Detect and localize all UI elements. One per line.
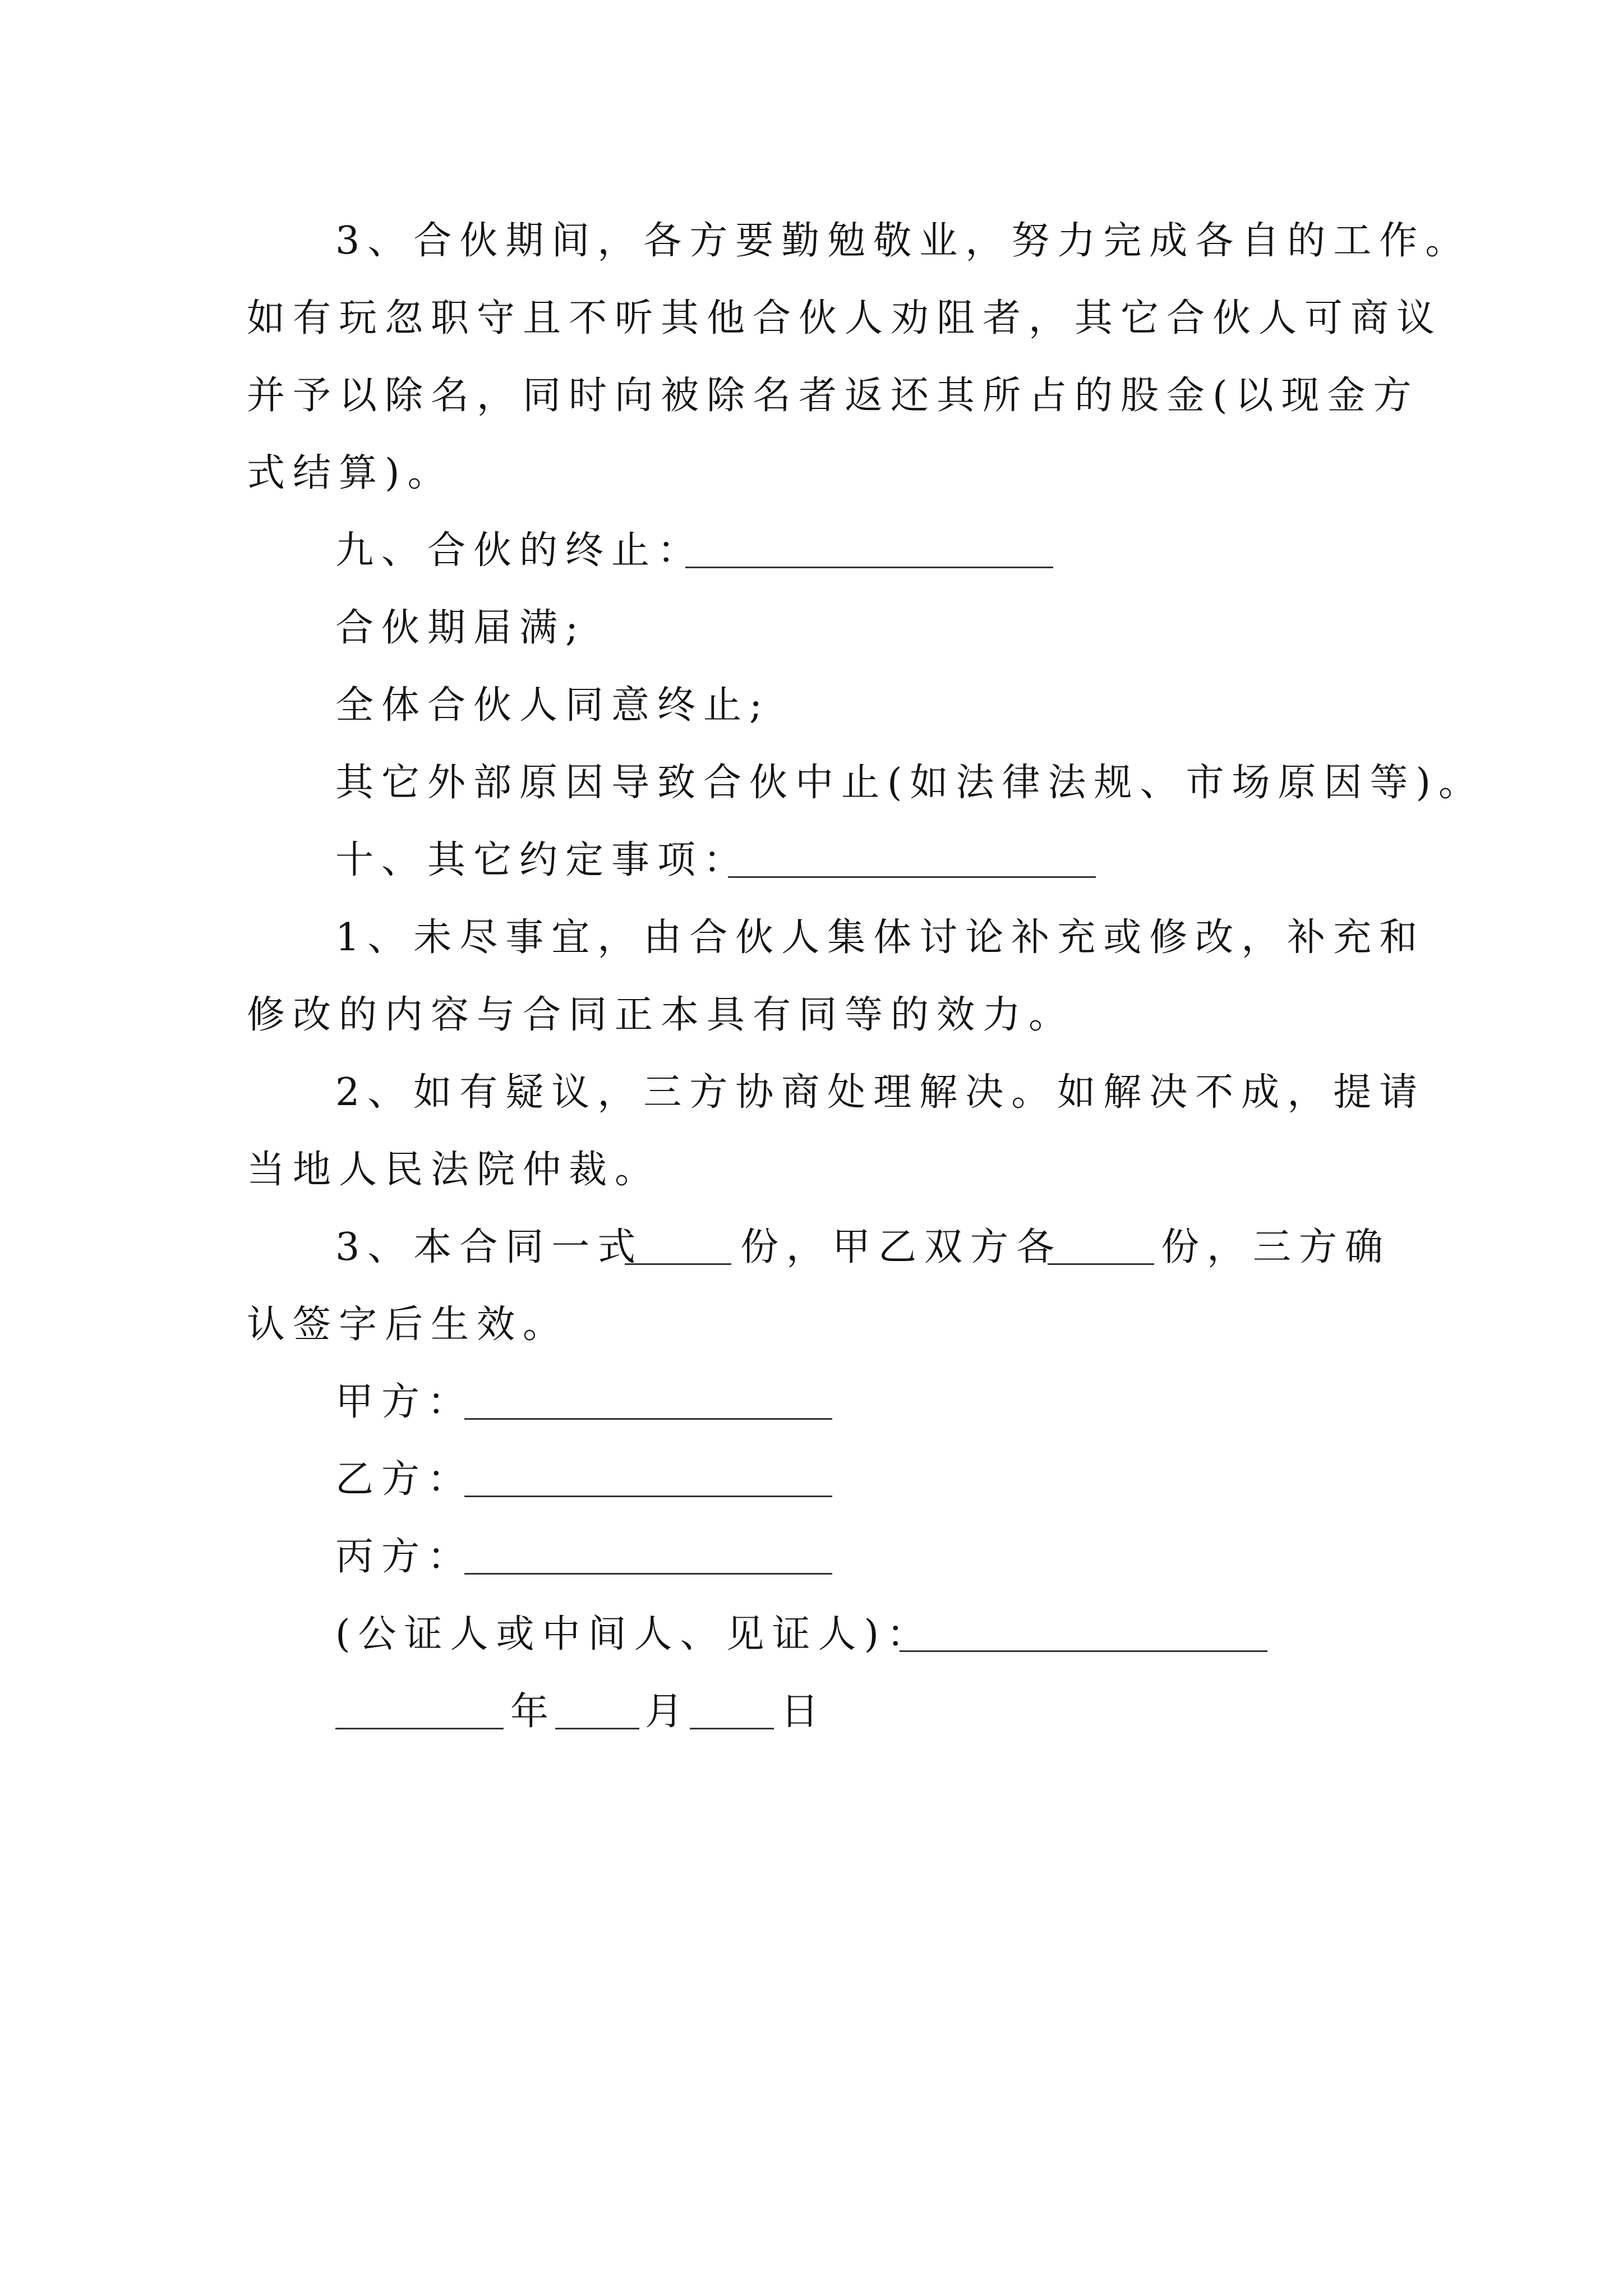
copies-total-blank[interactable] [625,1263,731,1265]
date-day-blank[interactable] [690,1728,774,1729]
copies-each-blank[interactable] [1048,1263,1154,1265]
list-item: 全体合伙人同意终止; [335,683,770,728]
paragraph-line: 修改的内容与合同正本具有同等的效力。 [247,993,1075,1037]
paragraph-line: 1、未尽事宜，由合伙人集体讨论补充或修改，补充和 [335,915,1426,960]
party-a-signature-blank[interactable] [464,1418,832,1420]
party-b-signature-blank[interactable] [464,1496,832,1497]
paragraph-line: 3、合伙期间，各方要勤勉敬业，努力完成各自的工作。 [335,219,1472,263]
date-year-blank[interactable] [335,1728,504,1729]
date-day-label: 日 [781,1690,827,1734]
paragraph-line: 式结算)。 [247,451,454,495]
paragraph-line: 当地人民法院仲裁。 [247,1148,661,1192]
paragraph-line: 认签字后生效。 [247,1303,569,1347]
paragraph-line: 2、如有疑议，三方协商处理解决。如解决不成，提请 [335,1070,1426,1115]
paragraph-line: 并予以除名，同时向被除名者返还其所占的股金(以现金方 [247,374,1419,418]
notary-label: (公证人或中间人、见证人)： [335,1612,933,1657]
list-item: 其它外部原因导致合伙中止(如法律法规、市场原因等)。 [335,761,1485,805]
paragraph-line: 份，甲乙双方各 [740,1225,1063,1269]
paragraph-line: 份，三方确 [1161,1225,1391,1269]
paragraph-line: 3、本合同一式 [335,1225,644,1269]
party-c-signature-blank[interactable] [464,1573,832,1575]
fill-blank-line[interactable] [685,567,1053,568]
fill-blank-line[interactable] [728,876,1096,878]
party-a-label: 甲方： [335,1380,474,1424]
party-c-label: 丙方： [335,1535,474,1579]
section-heading-9: 九、合伙的终止： [335,528,704,573]
section-heading-10: 十、其它约定事项： [335,838,750,882]
paragraph-line: 如有玩忽职守且不听其他合伙人劝阻者，其它合伙人可商议 [247,296,1443,341]
date-month-blank[interactable] [555,1728,639,1729]
notary-signature-blank[interactable] [900,1650,1267,1652]
list-item: 合伙期届满; [335,606,586,650]
date-year-label: 年 [510,1690,557,1734]
date-month-label: 月 [645,1690,691,1734]
party-b-label: 乙方： [335,1457,474,1502]
